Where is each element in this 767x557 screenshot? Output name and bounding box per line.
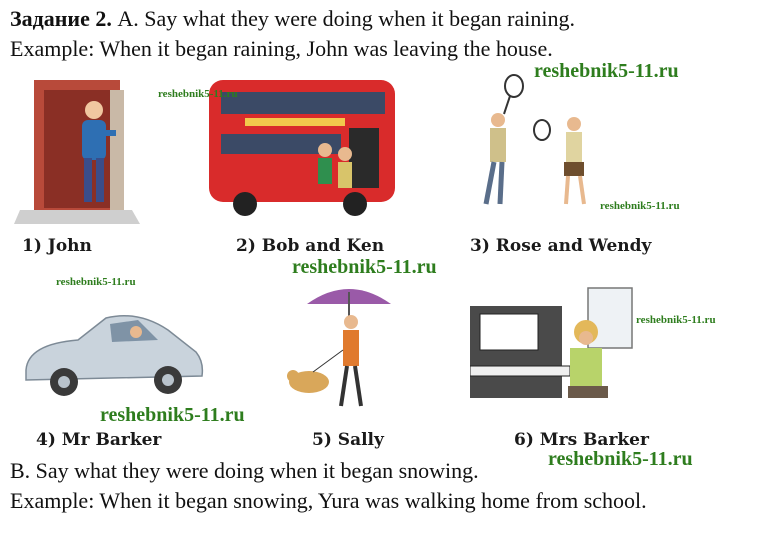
task-number: Задание 2. [10, 6, 112, 31]
caption-sally: 5) Sally [312, 430, 384, 450]
piano-illustration [470, 286, 635, 416]
watermark-5: reshebnik5-11.ru [56, 276, 136, 288]
badminton-illustration [470, 72, 620, 222]
car-illustration [18, 300, 208, 405]
example-a: Example: When it began raining, John was leaving the house. [10, 36, 553, 61]
example-b: Example: When it began snowing, Yura was walking home from school. [10, 488, 647, 513]
john-illustration [14, 72, 154, 232]
part-b-instruction: B. Say what they were doing when it began snowing. [10, 458, 479, 483]
watermark-4: reshebnik5-11.ru [292, 256, 437, 278]
part-a-instruction: A. Say what they were doing when it began raining. [117, 6, 575, 31]
watermark-6: reshebnik5-11.ru [636, 314, 716, 326]
watermark-1: reshebnik5-11.ru [534, 60, 679, 82]
watermark-8: reshebnik5-11.ru [548, 448, 693, 470]
caption-mr-barker: 4) Mr Barker [36, 430, 162, 450]
task-heading [10, 6, 575, 32]
caption-john: 1) John [22, 236, 92, 256]
watermark-7: reshebnik5-11.ru [100, 404, 245, 426]
caption-mrs-barker: 6) Mrs Barker [514, 430, 649, 450]
caption-rose-and-wendy: 3) Rose and Wendy [470, 236, 652, 256]
watermark-3: reshebnik5-11.ru [600, 200, 680, 212]
caption-bob-and-ken: 2) Bob and Ken [236, 236, 385, 256]
watermark-2: reshebnik5-11.ru [158, 88, 238, 100]
sally-illustration [285, 278, 400, 418]
